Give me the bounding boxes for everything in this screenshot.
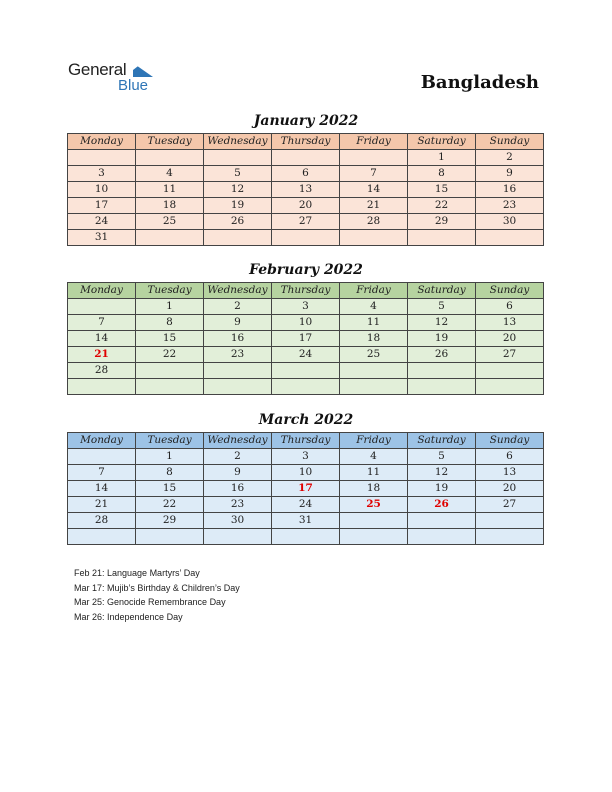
weekday-header: Thursday	[272, 134, 340, 150]
week-row	[68, 497, 544, 513]
day-cell: 27	[272, 214, 340, 230]
week-row	[68, 363, 544, 379]
calendar-march	[67, 432, 544, 545]
day-cell: 7	[68, 465, 136, 481]
logo-blue-text: Blue	[118, 77, 149, 94]
day-cell: 25	[340, 497, 408, 513]
day-cell: 17	[68, 198, 136, 214]
weekday-header: Sunday	[476, 283, 544, 299]
month-title-march: March 2022	[258, 412, 354, 428]
week-row	[68, 230, 544, 246]
day-cell: 18	[136, 198, 204, 214]
day-cell: 22	[408, 198, 476, 214]
empty-day-cell	[272, 150, 340, 166]
day-cell: 13	[476, 315, 544, 331]
day-cell: 1	[136, 449, 204, 465]
holiday-note: Mar 26: Independence Day	[74, 611, 183, 622]
day-cell: 11	[340, 465, 408, 481]
day-cell: 29	[408, 214, 476, 230]
day-cell: 27	[476, 497, 544, 513]
empty-day-cell	[408, 529, 476, 545]
weekday-header: Tuesday	[136, 433, 204, 449]
empty-day-cell	[136, 230, 204, 246]
day-cell: 1	[408, 150, 476, 166]
weekday-header: Wednesday	[204, 283, 272, 299]
day-cell: 15	[136, 331, 204, 347]
day-cell: 31	[272, 513, 340, 529]
day-cell: 6	[476, 299, 544, 315]
day-cell: 10	[68, 182, 136, 198]
day-cell: 24	[272, 347, 340, 363]
week-row	[68, 347, 544, 363]
weekday-header-row	[68, 283, 544, 299]
day-cell: 30	[476, 214, 544, 230]
week-row	[68, 465, 544, 481]
day-cell: 8	[408, 166, 476, 182]
empty-day-cell	[272, 379, 340, 395]
empty-day-cell	[408, 379, 476, 395]
calendar-february	[67, 282, 544, 395]
day-cell: 7	[68, 315, 136, 331]
week-row	[68, 182, 544, 198]
day-cell: 15	[136, 481, 204, 497]
empty-day-cell	[204, 363, 272, 379]
weekday-header: Friday	[340, 283, 408, 299]
empty-day-cell	[204, 379, 272, 395]
day-cell: 28	[340, 214, 408, 230]
day-cell: 5	[204, 166, 272, 182]
day-cell: 21	[68, 497, 136, 513]
day-cell: 28	[68, 513, 136, 529]
day-cell: 20	[476, 331, 544, 347]
day-cell: 10	[272, 465, 340, 481]
day-cell: 29	[136, 513, 204, 529]
day-cell: 30	[204, 513, 272, 529]
weekday-header: Friday	[340, 433, 408, 449]
week-row	[68, 150, 544, 166]
day-cell: 16	[204, 331, 272, 347]
holiday-notes	[74, 566, 240, 624]
empty-day-cell	[68, 299, 136, 315]
empty-day-cell	[476, 363, 544, 379]
day-cell: 8	[136, 465, 204, 481]
day-cell: 19	[408, 481, 476, 497]
day-cell: 23	[204, 497, 272, 513]
day-cell: 16	[476, 182, 544, 198]
day-cell: 14	[68, 331, 136, 347]
empty-day-cell	[136, 379, 204, 395]
day-cell: 19	[408, 331, 476, 347]
month-title-january: January 2022	[253, 113, 359, 129]
weekday-header: Thursday	[272, 433, 340, 449]
empty-day-cell	[136, 529, 204, 545]
day-cell: 25	[340, 347, 408, 363]
empty-day-cell	[476, 513, 544, 529]
weekday-header: Tuesday	[136, 283, 204, 299]
day-cell: 16	[204, 481, 272, 497]
week-row	[68, 513, 544, 529]
empty-day-cell	[340, 230, 408, 246]
week-row	[68, 299, 544, 315]
holiday-note: Mar 17: Mujib’s Birthday & Children’s Day	[74, 582, 240, 593]
day-cell: 6	[476, 449, 544, 465]
empty-day-cell	[272, 363, 340, 379]
day-cell: 4	[136, 166, 204, 182]
day-cell: 4	[340, 449, 408, 465]
day-cell: 12	[408, 465, 476, 481]
day-cell: 18	[340, 331, 408, 347]
weekday-header: Saturday	[408, 283, 476, 299]
day-cell: 14	[68, 481, 136, 497]
country-title: Bangladesh	[420, 72, 539, 93]
generalblue-logo	[68, 60, 168, 96]
day-cell: 19	[204, 198, 272, 214]
day-cell: 3	[272, 299, 340, 315]
holiday-note: Feb 21: Language Martyrs’ Day	[74, 568, 200, 578]
week-row	[68, 449, 544, 465]
month-title-february: February 2022	[249, 262, 363, 278]
day-cell: 3	[68, 166, 136, 182]
week-row	[68, 379, 544, 395]
week-row	[68, 198, 544, 214]
day-cell: 3	[272, 449, 340, 465]
empty-day-cell	[476, 379, 544, 395]
day-cell: 10	[272, 315, 340, 331]
calendar-january	[67, 133, 544, 246]
day-cell: 17	[272, 481, 340, 497]
day-cell: 1	[136, 299, 204, 315]
day-cell: 27	[476, 347, 544, 363]
logo-general-text: General	[68, 60, 127, 79]
day-cell: 12	[204, 182, 272, 198]
week-row	[68, 166, 544, 182]
day-cell: 31	[68, 230, 136, 246]
weekday-header: Monday	[68, 433, 136, 449]
day-cell: 5	[408, 299, 476, 315]
empty-day-cell	[204, 529, 272, 545]
day-cell: 9	[476, 166, 544, 182]
week-row	[68, 315, 544, 331]
day-cell: 26	[204, 214, 272, 230]
empty-day-cell	[408, 513, 476, 529]
day-cell: 13	[272, 182, 340, 198]
day-cell: 13	[476, 465, 544, 481]
weekday-header: Saturday	[408, 433, 476, 449]
day-cell: 20	[476, 481, 544, 497]
day-cell: 28	[68, 363, 136, 379]
day-cell: 9	[204, 315, 272, 331]
weekday-header: Friday	[340, 134, 408, 150]
day-cell: 5	[408, 449, 476, 465]
empty-day-cell	[340, 363, 408, 379]
day-cell: 21	[340, 198, 408, 214]
week-row	[68, 331, 544, 347]
empty-day-cell	[68, 379, 136, 395]
weekday-header: Monday	[68, 134, 136, 150]
day-cell: 4	[340, 299, 408, 315]
empty-day-cell	[68, 449, 136, 465]
week-row	[68, 481, 544, 497]
weekday-header: Sunday	[476, 433, 544, 449]
holiday-note: Mar 25: Genocide Remembrance Day	[74, 597, 226, 607]
weekday-header: Thursday	[272, 283, 340, 299]
empty-day-cell	[408, 230, 476, 246]
empty-day-cell	[136, 150, 204, 166]
day-cell: 11	[340, 315, 408, 331]
day-cell: 7	[340, 166, 408, 182]
empty-day-cell	[204, 230, 272, 246]
day-cell: 23	[476, 198, 544, 214]
day-cell: 18	[340, 481, 408, 497]
empty-day-cell	[204, 150, 272, 166]
empty-day-cell	[476, 529, 544, 545]
day-cell: 24	[68, 214, 136, 230]
weekday-header: Tuesday	[136, 134, 204, 150]
week-row	[68, 214, 544, 230]
empty-day-cell	[476, 230, 544, 246]
day-cell: 24	[272, 497, 340, 513]
day-cell: 6	[272, 166, 340, 182]
weekday-header: Wednesday	[204, 134, 272, 150]
day-cell: 20	[272, 198, 340, 214]
empty-day-cell	[340, 150, 408, 166]
weekday-header-row	[68, 433, 544, 449]
day-cell: 12	[408, 315, 476, 331]
logo-triangle-icon	[133, 63, 153, 77]
day-cell: 9	[204, 465, 272, 481]
empty-day-cell	[68, 150, 136, 166]
day-cell: 2	[476, 150, 544, 166]
empty-day-cell	[136, 363, 204, 379]
day-cell: 2	[204, 449, 272, 465]
empty-day-cell	[272, 230, 340, 246]
weekday-header-row	[68, 134, 544, 150]
empty-day-cell	[272, 529, 340, 545]
weekday-header: Wednesday	[204, 433, 272, 449]
day-cell: 2	[204, 299, 272, 315]
weekday-header: Sunday	[476, 134, 544, 150]
weekday-header: Monday	[68, 283, 136, 299]
day-cell: 26	[408, 347, 476, 363]
day-cell: 25	[136, 214, 204, 230]
week-row	[68, 529, 544, 545]
day-cell: 26	[408, 497, 476, 513]
day-cell: 22	[136, 347, 204, 363]
empty-day-cell	[340, 379, 408, 395]
empty-day-cell	[68, 529, 136, 545]
day-cell: 11	[136, 182, 204, 198]
day-cell: 8	[136, 315, 204, 331]
day-cell: 14	[340, 182, 408, 198]
day-cell: 17	[272, 331, 340, 347]
empty-day-cell	[340, 529, 408, 545]
day-cell: 15	[408, 182, 476, 198]
weekday-header: Saturday	[408, 134, 476, 150]
day-cell: 23	[204, 347, 272, 363]
empty-day-cell	[340, 513, 408, 529]
day-cell: 22	[136, 497, 204, 513]
empty-day-cell	[408, 363, 476, 379]
day-cell: 21	[68, 347, 136, 363]
